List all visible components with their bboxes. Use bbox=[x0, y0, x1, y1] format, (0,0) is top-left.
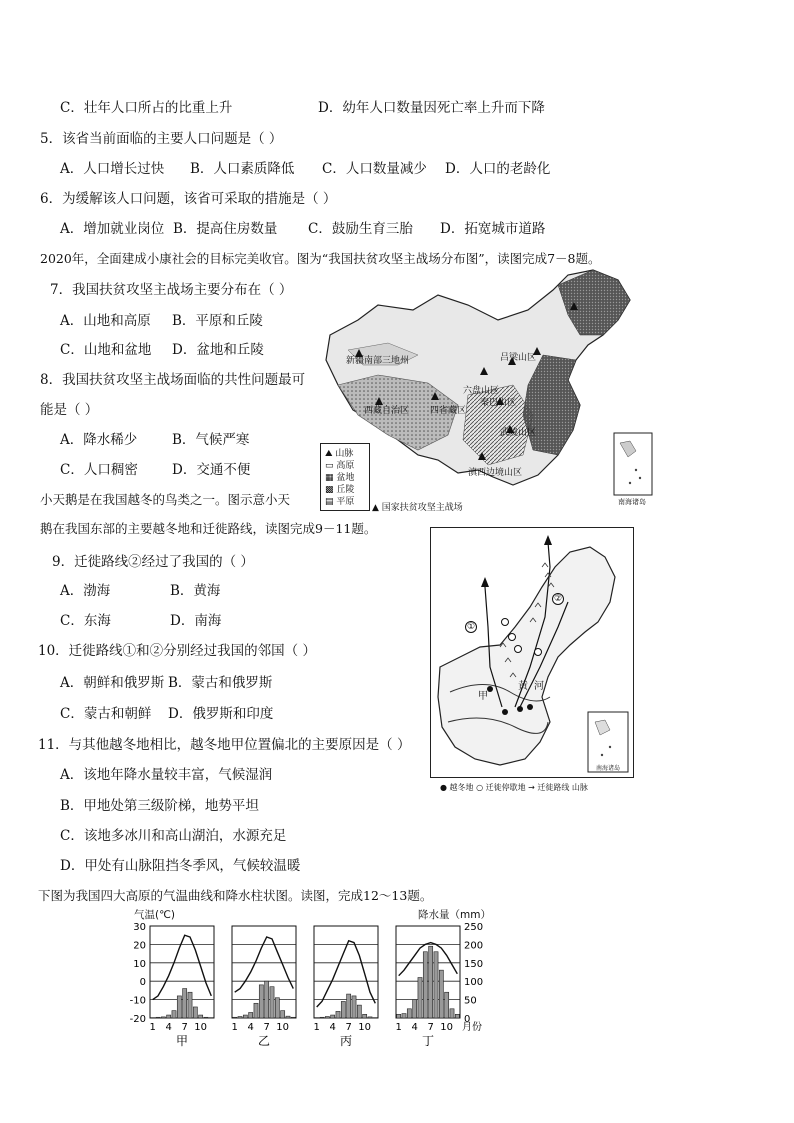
q8-option-a: A．降水稀少 bbox=[60, 432, 138, 448]
month-tick-label: 1 bbox=[313, 1022, 320, 1033]
month-tick-label: 4 bbox=[329, 1022, 336, 1033]
q6-option-d: D．拓宽城市道路 bbox=[440, 221, 546, 237]
precipitation-bar bbox=[254, 1003, 258, 1018]
month-tick-label: 10 bbox=[358, 1022, 372, 1033]
month-tick-label: 4 bbox=[165, 1022, 172, 1033]
temp-axis-title: 气温(℃) bbox=[134, 909, 175, 921]
month-tick-label: 7 bbox=[263, 1022, 270, 1033]
q7-option-b: B．平原和丘陵 bbox=[172, 313, 263, 329]
precipitation-bar bbox=[204, 1017, 208, 1018]
swan-migration-map bbox=[430, 527, 634, 792]
panel-name-label: 甲 bbox=[175, 1034, 189, 1048]
map1-label-qinba: 秦巴山区 bbox=[480, 398, 517, 408]
q7-option-a: A．山地和高原 bbox=[60, 313, 151, 329]
climate-chart-svg bbox=[120, 906, 520, 1056]
precipitation-bar bbox=[238, 1017, 242, 1018]
precipitation-bar bbox=[402, 1014, 406, 1018]
precipitation-bar bbox=[193, 1007, 197, 1018]
q6-stem: 6．为缓解该人口问题，该省可采取的措施是（ ） bbox=[40, 191, 337, 207]
route-2-label: ② bbox=[554, 594, 563, 604]
legend-plain: ▤ 平原 bbox=[325, 497, 355, 507]
month-unit-label: 月份 bbox=[462, 1022, 482, 1033]
precipitation-bar bbox=[413, 1000, 417, 1018]
q6-option-c: C．鼓励生育三胎 bbox=[308, 221, 413, 237]
climate-charts bbox=[120, 906, 520, 1056]
precipitation-bar bbox=[455, 1014, 459, 1018]
q7-option-c: C．山地和盆地 bbox=[60, 342, 152, 358]
intro-9-11-line2: 鹅在我国东部的主要越冬地和迁徙路线，读图完成9－11题。 bbox=[40, 521, 377, 536]
precipitation-bar bbox=[325, 1017, 329, 1018]
q9-option-b: B．黄海 bbox=[170, 583, 221, 599]
poverty-map bbox=[318, 265, 658, 513]
map1-legend-marker: ▲ 国家扶贫攻坚主战场 bbox=[372, 503, 463, 513]
intro-7-8: 2020年，全面建成小康社会的目标完美收官。图为“我国扶贫攻坚主战场分布图”，读图完成7－8题。 bbox=[40, 251, 601, 266]
month-tick-label: 7 bbox=[181, 1022, 188, 1033]
map1-label-lvliang: 吕梁山区 bbox=[500, 353, 537, 363]
q11-option-d: D．甲处有山脉阻挡冬季风，气候较温暖 bbox=[60, 858, 301, 874]
temp-tick-label: 10 bbox=[133, 958, 146, 970]
q10-option-d: D．俄罗斯和印度 bbox=[168, 706, 274, 722]
precipitation-bar bbox=[286, 1016, 290, 1018]
q5-option-a: A．人口增长过快 bbox=[60, 161, 165, 177]
month-tick-label: 10 bbox=[276, 1022, 290, 1033]
precipitation-bar bbox=[172, 1011, 176, 1018]
precipitation-bar bbox=[183, 989, 187, 1018]
q5-stem: 5．该省当前面临的主要人口问题是（ ） bbox=[40, 131, 283, 147]
month-tick-label: 7 bbox=[345, 1022, 352, 1033]
precipitation-bar bbox=[156, 1017, 160, 1018]
precipitation-bar bbox=[320, 1017, 324, 1018]
month-tick-label: 1 bbox=[231, 1022, 238, 1033]
q11-option-c: C．该地多冰川和高山湖泊，水源充足 bbox=[60, 828, 287, 844]
q10-option-b: B．蒙古和俄罗斯 bbox=[168, 675, 273, 691]
panel-name-label: 丁 bbox=[421, 1034, 435, 1048]
precipitation-bar bbox=[291, 1017, 295, 1018]
precipitation-bar bbox=[275, 998, 279, 1018]
q5-option-d: D．人口的老龄化 bbox=[445, 161, 551, 177]
map1-legend bbox=[320, 443, 370, 511]
precipitation-bar bbox=[199, 1015, 203, 1018]
temp-tick-label: -10 bbox=[129, 995, 146, 1007]
q5-option-c: C．人口数量减少 bbox=[322, 161, 427, 177]
precipitation-bar bbox=[429, 946, 433, 1018]
migration-map-figure bbox=[430, 527, 634, 792]
precipitation-bar bbox=[167, 1015, 171, 1018]
precip-tick-label: 50 bbox=[464, 995, 477, 1007]
q8-option-b: B．气候严寒 bbox=[172, 432, 250, 448]
q9-option-d: D．南海 bbox=[170, 613, 222, 629]
precipitation-bar bbox=[336, 1011, 340, 1018]
precipitation-bar bbox=[439, 970, 443, 1018]
precipitation-bar bbox=[177, 996, 181, 1018]
precipitation-bar bbox=[397, 1014, 401, 1018]
q11-stem: 11．与其他越冬地相比，越冬地甲位置偏北的主要原因是（ ） bbox=[38, 737, 411, 753]
chart-panel-frame bbox=[314, 926, 378, 1018]
map1-label-liupan: 六盘山区 bbox=[463, 386, 500, 396]
month-tick-label: 10 bbox=[440, 1022, 454, 1033]
temp-tick-label: -20 bbox=[129, 1014, 146, 1025]
map1-label-tibet: 西藏自治区 bbox=[364, 406, 410, 416]
q9-option-c: C．东海 bbox=[60, 613, 111, 629]
precipitation-bar bbox=[331, 1015, 335, 1018]
precipitation-bar bbox=[423, 952, 427, 1018]
temp-tick-label: 30 bbox=[133, 922, 146, 933]
map2-legend: ● 越冬地 ○ 迁徙停歇地 → 迁徙路线 山脉 bbox=[440, 783, 588, 792]
intro-9-11-line1: 小天鹅是在我国越冬的鸟类之一。图示意小天 bbox=[40, 492, 291, 507]
temp-tick-label: 20 bbox=[133, 940, 146, 952]
precipitation-bar bbox=[347, 994, 351, 1018]
map2-inset-label: 南海诸岛 bbox=[596, 765, 621, 772]
precipitation-bar bbox=[445, 992, 449, 1018]
precipitation-bar bbox=[265, 981, 269, 1018]
site-jia-label: 甲 bbox=[478, 691, 488, 702]
route-1-label: ① bbox=[467, 622, 476, 632]
river-he-label: 河 bbox=[534, 681, 544, 692]
q8-stem-line2: 能是（ ） bbox=[40, 402, 99, 418]
precipitation-bar bbox=[357, 1005, 361, 1018]
month-tick-label: 10 bbox=[194, 1022, 208, 1033]
precip-axis-title: 降水量（mm） bbox=[418, 909, 491, 921]
q8-option-c: C．人口稠密 bbox=[60, 462, 138, 478]
legend-mountain: ⛰ 山脉 bbox=[325, 449, 354, 459]
map1-inset-label: 南海诸岛 bbox=[618, 498, 646, 506]
q9-option-a: A．渤海 bbox=[60, 583, 111, 599]
precipitation-bar bbox=[407, 1009, 411, 1018]
month-tick-label: 4 bbox=[411, 1022, 418, 1033]
legend-hill: ▩ 丘陵 bbox=[325, 485, 355, 495]
q10-option-c: C．蒙古和朝鲜 bbox=[60, 706, 152, 722]
month-tick-label: 1 bbox=[395, 1022, 402, 1033]
map1-label-dianxi: 滇西边境山区 bbox=[468, 468, 523, 478]
map1-label-sichuan: 四省藏区 bbox=[430, 406, 467, 416]
q7-stem: 7．我国扶贫攻坚主战场主要分布在（ ） bbox=[50, 282, 293, 298]
precipitation-bar bbox=[161, 1017, 165, 1018]
precip-tick-label: 250 bbox=[464, 922, 484, 933]
q10-stem: 10．迁徙路线①和②分别经过我国的邻国（ ） bbox=[38, 643, 316, 659]
precipitation-bar bbox=[363, 1014, 367, 1018]
q9-stem: 9．迁徙路线②经过了我国的（ ） bbox=[52, 554, 254, 570]
precipitation-bar bbox=[243, 1015, 247, 1018]
legend-basin: ▦ 盆地 bbox=[325, 473, 355, 483]
precipitation-bar bbox=[418, 978, 422, 1018]
precipitation-bar bbox=[352, 996, 356, 1018]
precipitation-bar bbox=[434, 952, 438, 1018]
map1-label-wuling: 武陵山区 bbox=[500, 428, 537, 438]
q4-option-c: C．壮年人口所占的比重上升 bbox=[60, 100, 233, 116]
q6-option-b: B．提高住房数量 bbox=[173, 221, 278, 237]
precipitation-bar bbox=[368, 1017, 372, 1018]
precip-tick-label: 150 bbox=[464, 958, 484, 970]
precipitation-bar bbox=[270, 987, 274, 1018]
precipitation-bar bbox=[188, 992, 192, 1018]
temp-tick-label: 0 bbox=[139, 977, 146, 989]
precipitation-bar bbox=[281, 1011, 285, 1018]
chart-panel-frame bbox=[396, 926, 460, 1018]
precipitation-bar bbox=[341, 1001, 345, 1018]
q8-stem-line1: 8．我国扶贫攻坚主战场面临的共性问题最可 bbox=[40, 372, 306, 388]
panel-name-label: 丙 bbox=[339, 1034, 353, 1048]
precip-tick-label: 100 bbox=[464, 977, 484, 989]
panel-name-label: 乙 bbox=[257, 1034, 271, 1048]
precipitation-bar bbox=[249, 1012, 253, 1018]
q11-option-b: B．甲地处第三级阶梯，地势平坦 bbox=[60, 798, 259, 814]
q10-option-a: A．朝鲜和俄罗斯 bbox=[60, 675, 165, 691]
q6-option-a: A．增加就业岗位 bbox=[60, 221, 165, 237]
precipitation-bar bbox=[450, 1009, 454, 1018]
map1-label-xinjiang: 新疆南部三地州 bbox=[346, 356, 410, 366]
q8-option-d: D．交通不便 bbox=[172, 462, 251, 478]
q4-option-d: D．幼年人口数量因死亡率上升而下降 bbox=[318, 100, 545, 116]
chart-panel-frame bbox=[150, 926, 214, 1018]
month-tick-label: 1 bbox=[149, 1022, 156, 1033]
precip-tick-label: 200 bbox=[464, 940, 484, 952]
month-tick-label: 7 bbox=[427, 1022, 434, 1033]
precipitation-bar bbox=[259, 985, 263, 1018]
precip-tick-label: 0 bbox=[464, 1014, 471, 1025]
precipitation-bar bbox=[233, 1017, 237, 1018]
legend-plateau: ▭ 高原 bbox=[325, 461, 355, 471]
river-huang-label: 黄 bbox=[518, 681, 528, 692]
month-tick-label: 4 bbox=[247, 1022, 254, 1033]
q11-option-a: A．该地年降水量较丰富，气候湿润 bbox=[60, 767, 273, 783]
q7-option-d: D．盆地和丘陵 bbox=[172, 342, 264, 358]
intro-12-13: 下图为我国四大高原的气温曲线和降水柱状图。读图，完成12～13题。 bbox=[38, 888, 433, 903]
q5-option-b: B．人口素质降低 bbox=[190, 161, 295, 177]
